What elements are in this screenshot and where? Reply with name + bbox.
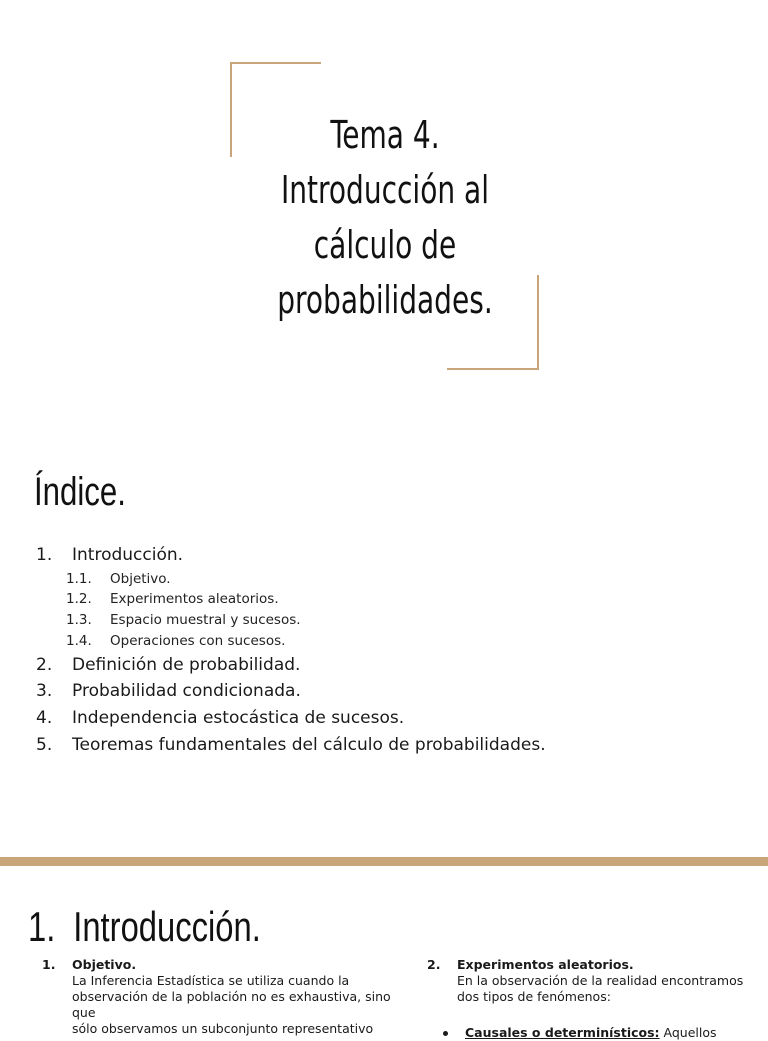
index-item-number: 3. — [36, 681, 53, 702]
body-line: sólo observamos un subconjunto representativo — [72, 1021, 374, 1036]
slide-divider — [0, 857, 768, 866]
index-subitem-label: Espacio muestral y sucesos. — [110, 612, 301, 629]
index-item-number: 1. — [36, 545, 53, 565]
index-item-number: 5. — [36, 734, 53, 755]
cover-title-line: Introducción al — [281, 168, 489, 212]
index-subitem-label: Operaciones con sucesos. — [110, 632, 286, 649]
experiments-body — [427, 973, 757, 1005]
index-subitem-number: 1.3. — [66, 612, 92, 629]
cover-title-line: probabilidades. — [277, 278, 493, 322]
index-title: Índice. — [34, 470, 126, 514]
index-item-label: Teoremas fundamentales del cálculo de probabilidades. — [72, 734, 546, 755]
index-subitem — [36, 569, 736, 590]
experiments-column — [427, 957, 757, 1041]
index-item-label: Introducción. — [72, 545, 184, 565]
bullet-text: Aquellos — [659, 1025, 717, 1040]
index-item-label: Definición de probabilidad. — [72, 654, 301, 675]
experiments-heading-text: Experimentos aleatorios. — [457, 957, 634, 972]
index-subitem-label: Objetivo. — [110, 570, 171, 587]
section-title-text: Introducción. — [73, 903, 261, 950]
frame-corner-top-left-vertical — [230, 62, 232, 157]
objective-heading-text: Objetivo. — [72, 957, 137, 972]
cover-title-line: cálculo de — [313, 223, 457, 267]
section-number: 1. — [28, 903, 56, 950]
objective-body — [42, 973, 392, 1037]
cover-title — [266, 108, 504, 328]
body-line: observación de la población no es exhaustiva, sino que — [72, 989, 391, 1020]
cover-title-line: Tema 4. — [330, 113, 440, 157]
index-item — [36, 732, 736, 759]
index-item-label: Independencia estocástica de sucesos. — [72, 707, 405, 728]
index-subitem-label: Experimentos aleatorios. — [110, 591, 279, 608]
frame-corner-bottom-right — [447, 368, 539, 370]
bullet-bold-text: Causales o determinísticos: — [465, 1025, 660, 1040]
body-line: En la observación de la realidad encontramos — [457, 973, 744, 988]
index-subitem — [36, 610, 736, 631]
index-item-number: 4. — [36, 707, 53, 728]
index-subitem-number: 1.2. — [66, 591, 92, 608]
index-item — [36, 542, 736, 569]
body-line: La Inferencia Estadística se utiliza cuando la — [72, 973, 350, 988]
index-list — [36, 542, 736, 758]
index-subitem-number: 1.1. — [66, 570, 92, 587]
bullet-item — [427, 1025, 757, 1041]
index-item-label: Probabilidad condicionada. — [72, 681, 301, 702]
frame-corner-bottom-right-vertical — [537, 275, 539, 370]
index-item — [36, 652, 736, 679]
objective-heading — [42, 957, 392, 973]
index-subitem-number: 1.4. — [66, 632, 92, 649]
objective-number: 1. — [42, 957, 56, 972]
frame-corner-top-left — [230, 62, 321, 64]
index-item — [36, 678, 736, 705]
body-line: dos tipos de fenómenos: — [457, 989, 611, 1004]
cover-slide — [0, 0, 768, 430]
experiments-number: 2. — [427, 957, 441, 972]
section-title — [28, 903, 261, 951]
experiments-heading — [427, 957, 757, 973]
index-item-number: 2. — [36, 654, 53, 675]
index-subitem — [36, 631, 736, 652]
index-subitem — [36, 589, 736, 610]
objective-column — [42, 957, 392, 1037]
index-item — [36, 705, 736, 732]
